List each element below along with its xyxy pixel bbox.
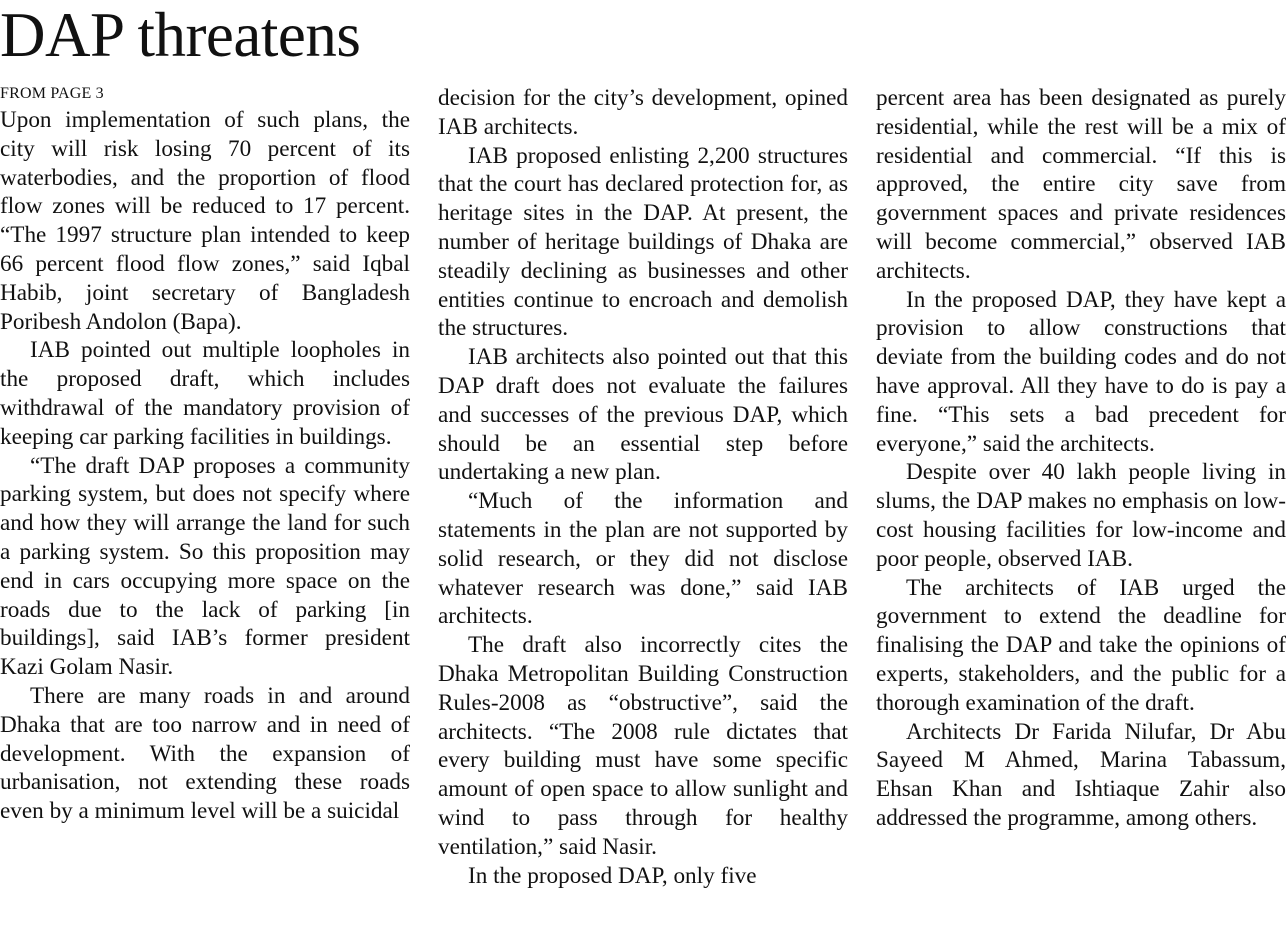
paragraph: In the proposed DAP, they have kept a provision to allow constructions that deviate from the building codes and do not have approval. All they have to do is pay a fine. “This sets a bad precedent for everyone,” said the architects. <box>876 286 1286 457</box>
paragraph: “Much of the information and statements in the plan are not supported by solid research, or they did not disclose whatever research was done,” said IAB architects. <box>438 488 848 630</box>
article-column-1 <box>0 84 410 826</box>
paragraph: percent area has been designated as purely residential, while the rest will be a mix of residential and commercial. “If this is approved, the entire city save from government spaces and private residences will become commercial,” observed IAB architects. <box>876 85 1286 284</box>
article-column-2 <box>438 84 848 890</box>
paragraph: The draft also incorrectly cites the Dhaka Metropolitan Building Construction Rules-2008 as “obstructive”, said the architects. “The 2008 rule dictates that every building must have some specific amount of open space to allow sunlight and wind to pass through for healthy ventilation,” said Nasir. <box>438 632 848 860</box>
paragraph: IAB pointed out multiple loopholes in the proposed draft, which includes withdrawal of the mandatory provision of keeping car parking facilities in buildings. <box>0 337 410 450</box>
paragraph: “The draft DAP proposes a community parking system, but does not specify where and how they will arrange the land for such a parking system. So this proposition may end in cars occupying more space on the roads due to the lack of parking [in buildings], said IAB’s former president Kazi Golam Nasir. <box>0 452 410 681</box>
paragraph: There are many roads in and around Dhaka that are too narrow and in need of development. With the expansion of urbanisation, not extending these roads even by a minimum level will be a suicidal <box>0 682 410 825</box>
jump-line: FROM PAGE 3 <box>0 85 104 102</box>
paragraph: Upon implementation of such plans, the city will risk losing 70 percent of its waterbodies, and the proportion of flood flow zones will be reduced to 17 percent. “The 1997 structure plan intended to keep 66 percent flood flow zones,” said Iqbal Habib, joint secretary of Bangladesh Poribesh Andolon (Bapa). <box>0 107 410 335</box>
paragraph: The architects of IAB urged the government to extend the deadline for finalising the DAP and take the opinions of experts, stakeholders, and the public for a thorough examination of the draft. <box>876 574 1286 716</box>
headline: DAP threatens <box>0 0 361 70</box>
paragraph: Architects Dr Farida Nilufar, Dr Abu Sayeed M Ahmed, Marina Tabassum, Ehsan Khan and Ishtiaque Zahir also addressed the programme, among others. <box>876 718 1286 831</box>
paragraph: In the proposed DAP, only five <box>468 862 757 889</box>
paragraph: IAB proposed enlisting 2,200 structures that the court has declared protection for, as heritage sites in the DAP. At present, the number of heritage buildings of Dhaka are steadily declining as businesses and other entities continue to encroach and demolish the structures. <box>438 142 848 342</box>
paragraph: IAB architects also pointed out that this DAP draft does not evaluate the failures and successes of the previous DAP, which should be an essential step before undertaking a new plan. <box>438 344 848 486</box>
article-column-3 <box>876 84 1286 833</box>
paragraph: Despite over 40 lakh people living in slums, the DAP makes no emphasis on low-cost housing facilities for low-income and poor people, observed IAB. <box>876 459 1286 572</box>
paragraph: decision for the city’s development, opined IAB architects. <box>438 85 848 140</box>
